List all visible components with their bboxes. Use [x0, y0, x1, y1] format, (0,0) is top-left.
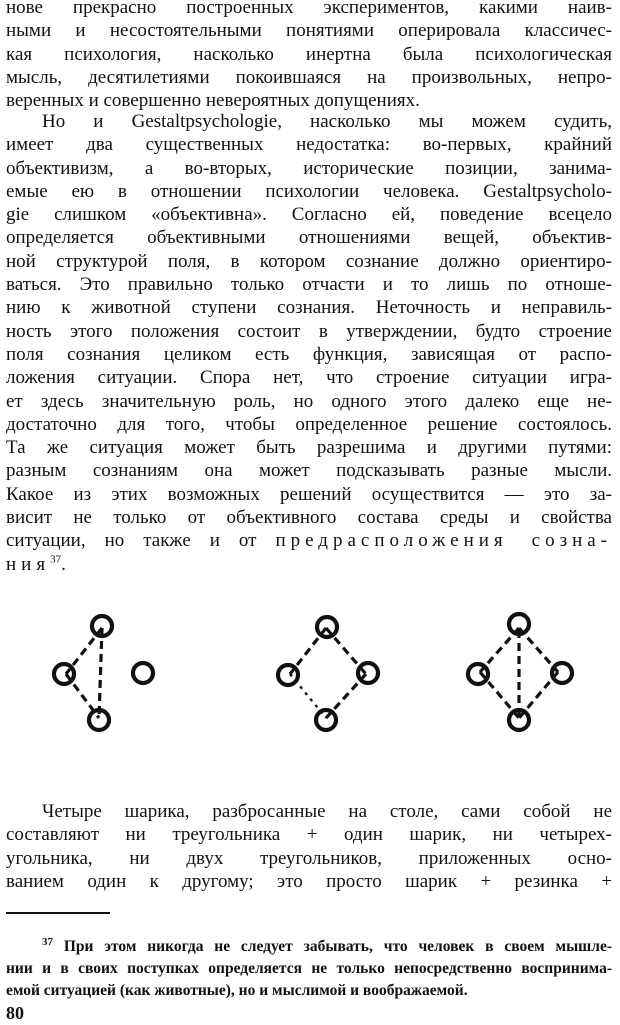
text-line: ет здесь значительную роль, но одного этого далеко еще не-: [6, 390, 612, 412]
footnote-reference: 37: [50, 553, 62, 566]
four-balls-figures: [0, 600, 620, 750]
paragraph-1: [6, 0, 612, 112]
text-line: Какое из этих возможных решений осуществится — это за-: [6, 483, 612, 505]
spaced-emphasis: предрасположения созна-: [275, 530, 612, 552]
text-line: ложения ситуации. Спора нет, что строение ситуации игра-: [6, 367, 612, 389]
text-line: определяется объективными отношениями вещей, объектив-: [6, 227, 612, 249]
text-line: нию к животной ступени сознания. Неточность и неправиль-: [6, 297, 612, 319]
text-line: емые ею в отношении психологии человека. Gestaltpsycholo-: [6, 180, 612, 202]
text-line: ность этого положения состоит в утверждении, будто строение: [6, 320, 612, 342]
ball: [468, 664, 488, 684]
text-line: достаточно для того, чтобы определенное решение состоялось.: [6, 413, 612, 435]
figure-3-links: [480, 628, 558, 718]
text-line: Но и Gestaltpsychologie, насколько мы можем судить,: [42, 111, 612, 132]
text-line: нове прекрасно построенных экспериментов, какими наив-: [6, 0, 612, 18]
text-line: мысль, десятилетиями покоившаяся на произвольных, непро-: [6, 66, 612, 88]
text-line: ванием один к другому; это просто шарик + резинка +: [6, 870, 612, 892]
text-line-mixed: [6, 553, 612, 576]
ball: [317, 617, 337, 637]
ball: [316, 710, 336, 730]
text-line: имеет два существенных недостатка: во-первых, крайний: [6, 134, 612, 156]
text-line: gie слишком «объективна». Согласно ей, поведение всецело: [6, 204, 612, 226]
text-line: ваться. Это правильно только отчасти и то лишь по отноше-: [6, 274, 612, 296]
text-line: кая психология, насколько инертна была психологическая: [6, 43, 612, 65]
text-line-mixed: [6, 529, 612, 552]
footnote-divider: [6, 912, 110, 914]
text-span: ситуации, но также и от: [6, 530, 257, 552]
figure-2-links: [290, 628, 366, 718]
text-line: угольника, ни двух треугольников, приложенных осно-: [6, 847, 612, 869]
ball: [133, 663, 153, 683]
footnote-line: нии и в своих поступках определяется не только непосредственно воспринима-: [6, 960, 612, 977]
text-span: .: [61, 553, 66, 575]
text-span: При этом никогда не следует забывать, что человек в своем мышле-: [63, 938, 612, 955]
ball: [278, 665, 298, 685]
ball: [54, 664, 74, 684]
footnote-number: 37: [42, 936, 53, 948]
text-line: Четыре шарика, разбросанные на столе, сами собой не: [42, 801, 612, 822]
ball: [358, 663, 378, 683]
text-line: висит не только от объективного состава среды и свойства: [6, 507, 612, 529]
text-line: веренных и совершенно невероятных допущениях.: [6, 90, 420, 112]
paragraph-3: [6, 800, 612, 893]
figure-1-links: [66, 628, 102, 718]
figure-2-balls: [278, 617, 378, 730]
text-line: разным сознаниям она может подсказывать разные мысли.: [6, 460, 612, 482]
text-line: ной структурой поля, в котором сознание должно ориентиро-: [6, 250, 612, 272]
text-line: Та же ситуация может быть разрешима и другими путями:: [6, 437, 612, 459]
footnote-line: [6, 936, 612, 958]
text-line: ными и несостоятельными понятиями оперировала классичес-: [6, 20, 612, 42]
text-line: объективизм, а во-вторых, исторические позиции, занима-: [6, 157, 612, 179]
text-line: поля сознания целиком есть функция, зависящая от распо-: [6, 343, 612, 365]
spaced-emphasis: ния: [6, 553, 51, 575]
page-number: 80: [6, 1003, 24, 1023]
paragraph-2: [6, 110, 612, 576]
footnote-line: емой ситуацией (как животные), но и мыслимой и воображаемой.: [6, 982, 468, 999]
text-line: составляют ни треугольника + один шарик, ни четырех-: [6, 824, 612, 846]
footnote: [6, 936, 612, 1002]
figure-1-balls: [54, 616, 153, 730]
ball: [552, 663, 572, 683]
